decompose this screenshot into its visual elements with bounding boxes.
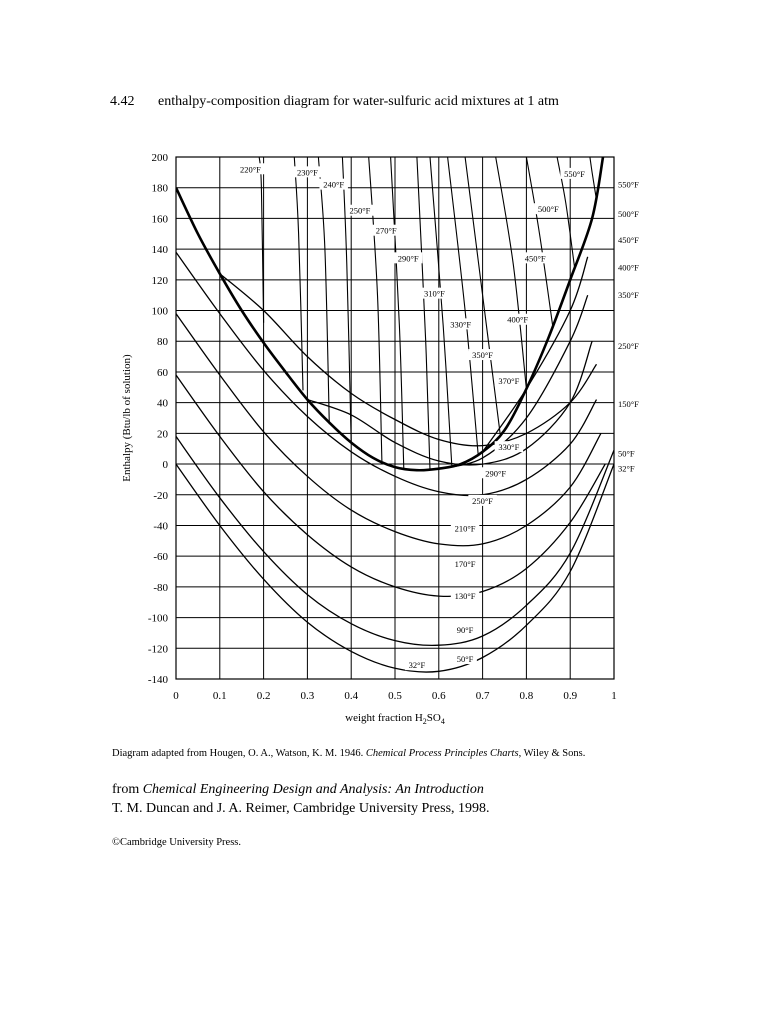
curve-label: 370°F xyxy=(498,376,520,387)
curve-label: 90°F xyxy=(456,624,474,635)
right-temperature-label: 250°F xyxy=(618,340,639,351)
curve-label: 350°F xyxy=(472,350,494,361)
vapor-isotherm-line xyxy=(496,157,527,389)
y-tick-label: 80 xyxy=(157,336,168,349)
right-temperature-label: 500°F xyxy=(618,208,639,219)
y-tick-label: -20 xyxy=(153,489,168,502)
y-tick-label: -100 xyxy=(147,612,168,625)
y-tick-label: 200 xyxy=(151,152,168,164)
curve-label: 550°F xyxy=(564,168,586,179)
vapor-isotherm-line xyxy=(342,157,351,443)
curve-label: 220°F xyxy=(240,164,261,175)
liquid-isotherm-line xyxy=(176,314,601,546)
x-tick-label: 0 xyxy=(173,690,179,702)
x-tick-label: 0.2 xyxy=(256,690,271,702)
right-temperature-label: 150°F xyxy=(618,399,639,410)
source-book: Chemical Engineering Design and Analysis: An Introduction xyxy=(142,782,484,797)
x-tick-label: 0.6 xyxy=(431,690,446,702)
right-temperature-label: 550°F xyxy=(618,179,639,190)
curve-label: 290°F xyxy=(485,468,507,479)
curve-label: 50°F xyxy=(456,654,474,665)
caption-suffix: , Wiley & Sons. xyxy=(518,748,586,759)
y-tick-label: -40 xyxy=(153,520,168,533)
y-tick-label: 20 xyxy=(157,428,168,441)
curve-label: 270°F xyxy=(375,225,397,236)
vapor-isotherm-line xyxy=(369,157,382,461)
curve-label: 290°F xyxy=(397,253,419,264)
y-tick-label: 120 xyxy=(151,274,168,287)
right-temperature-label: 50°F xyxy=(618,448,635,459)
label-layer xyxy=(236,163,639,670)
curve-label: 400°F xyxy=(507,314,529,325)
curve-label: 250°F xyxy=(349,205,371,216)
liquid-isotherm-line xyxy=(176,375,605,596)
vapor-isotherm-line xyxy=(259,157,263,323)
y-tick-label: -60 xyxy=(153,551,168,564)
y-tick-label: 60 xyxy=(157,366,168,379)
y-tick-label: -80 xyxy=(153,581,168,594)
vapor-isotherm-line xyxy=(526,157,552,326)
vapor-isotherm-line xyxy=(590,157,597,200)
curve-label: 130°F xyxy=(454,591,476,602)
diagram-caption xyxy=(112,748,585,759)
curve-label: 170°F xyxy=(454,558,476,569)
vapor-isotherm-line xyxy=(430,157,452,467)
curve-label: 250°F xyxy=(472,495,494,506)
x-axis-label: weight fraction $H_2SO_4$ xyxy=(345,712,445,726)
y-tick-label: -120 xyxy=(147,643,168,656)
x-tick-label: 0.4 xyxy=(344,690,359,702)
y-tick-label: 100 xyxy=(151,305,168,318)
copyright-notice: ©Cambridge University Press. xyxy=(112,837,242,848)
source-from: from xyxy=(112,782,143,797)
caption-book: Chemical Process Principles Charts xyxy=(365,748,519,759)
curve-label: 330°F xyxy=(498,442,520,453)
source-line xyxy=(112,782,484,798)
y-tick-label: 140 xyxy=(151,244,168,257)
curve-label: 240°F xyxy=(323,179,345,190)
curve-label: 310°F xyxy=(423,288,445,299)
x-tick-label: 0.7 xyxy=(475,690,490,702)
vapor-isotherm-line xyxy=(417,157,430,470)
figure-number: 4.42 xyxy=(110,94,135,109)
right-temperature-label: 400°F xyxy=(618,262,639,273)
y-axis-label: Enthalpy (Btu/lb of solution) xyxy=(121,354,133,482)
x-tick-label: 0.5 xyxy=(388,690,402,702)
vapor-isotherm-line xyxy=(318,157,329,424)
curve-label: 500°F xyxy=(537,204,559,215)
y-tick-label: -140 xyxy=(147,674,168,686)
y-tick-label: 180 xyxy=(151,182,168,195)
curve-label: 450°F xyxy=(524,253,546,264)
vapor-isotherm-line xyxy=(391,157,404,469)
y-tick-label: 160 xyxy=(151,213,168,226)
curve-label: 230°F xyxy=(296,167,318,178)
curve-label: 330°F xyxy=(450,319,472,330)
source-authors: T. M. Duncan and J. A. Reimer, Cambridge University Press, 1998. xyxy=(112,801,490,816)
vapor-isotherm-line xyxy=(294,157,303,390)
curve-label: 32°F xyxy=(408,660,426,671)
right-temperature-label: 350°F xyxy=(618,290,639,301)
x-tick-label: 1 xyxy=(611,690,617,702)
right-temperature-label: 450°F xyxy=(618,234,639,245)
x-tick-label: 0.1 xyxy=(212,690,227,702)
caption-prefix: Diagram adapted from Hougen, O. A., Watson, K. M. 1946. xyxy=(112,748,366,759)
vapor-isotherm-line xyxy=(448,157,479,455)
x-tick-label: 0.3 xyxy=(300,690,315,702)
curve-label: 210°F xyxy=(454,523,476,534)
x-tick-label: 0.8 xyxy=(519,690,534,702)
y-tick-label: 40 xyxy=(157,397,168,410)
y-tick-label: 0 xyxy=(162,459,168,472)
right-temperature-label: 32°F xyxy=(618,463,635,474)
x-tick-label: 0.9 xyxy=(563,690,578,702)
figure-title-text: enthalpy-composition diagram for water-sulfuric acid mixtures at 1 atm xyxy=(158,94,559,109)
